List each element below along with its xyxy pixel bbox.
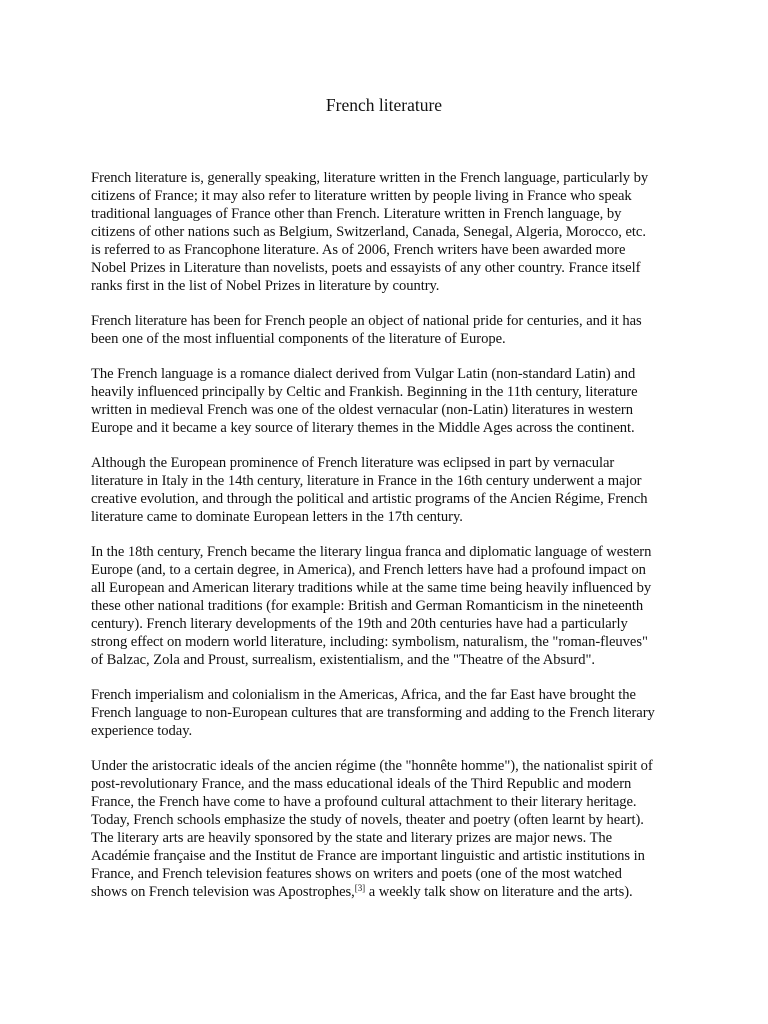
- text-line: been one of the most influential components of the literature of Europe.: [91, 331, 506, 347]
- text-line: In the 18th century, French became the literary lingua franca and diplomatic language of western: [91, 544, 652, 560]
- text-fragment: shows on French television was Apostrophes,: [91, 884, 355, 900]
- text-line: French literature has been for French people an object of national pride for centuries, and it has: [91, 313, 642, 329]
- text-line: citizens of France; it may also refer to literature written by people living in France who speak: [91, 188, 632, 204]
- text-line: of Balzac, Zola and Proust, surrealism, existentialism, and the "Theatre of the Absurd".: [91, 652, 595, 668]
- paragraph-5: [91, 543, 683, 669]
- paragraph-4: [91, 454, 683, 526]
- text-line: France, the French have come to have a profound cultural attachment to their literary heritage.: [91, 794, 637, 810]
- text-line: century). French literary developments of the 19th and 20th centuries have had a particularly: [91, 616, 628, 632]
- text-line: strong effect on modern world literature, including: symbolism, naturalism, the "roman-fleuves": [91, 634, 648, 650]
- text-line: heavily influenced principally by Celtic and Frankish. Beginning in the 11th century, literature: [91, 384, 638, 400]
- text-line: ranks first in the list of Nobel Prizes in literature by country.: [91, 278, 440, 294]
- text-line: these other national traditions (for example: British and German Romanticism in the nineteenth: [91, 598, 644, 614]
- text-line: Académie française and the Institut de France are important linguistic and artistic institutions in: [91, 848, 645, 864]
- footnote-reference-link[interactable]: [3]: [354, 883, 366, 893]
- paragraph-1: [91, 169, 683, 295]
- text-line: creative evolution, and through the political and artistic programs of the Ancien Régime, French: [91, 491, 648, 507]
- text-line: citizens of other nations such as Belgium, Switzerland, Canada, Senegal, Algeria, Morocco, etc.: [91, 224, 646, 240]
- text-line: The literary arts are heavily sponsored by the state and literary prizes are major news. The: [91, 830, 613, 846]
- text-line: Under the aristocratic ideals of the ancien régime (the "honnête homme"), the nationalist spirit of: [91, 758, 653, 774]
- paragraph-3: [91, 365, 683, 437]
- paragraph-7: [91, 757, 683, 901]
- article-body: [91, 169, 683, 918]
- text-line: The French language is a romance dialect derived from Vulgar Latin (non-standard Latin) and: [91, 366, 636, 382]
- paragraph-2: [91, 312, 683, 348]
- paragraph-6: [91, 686, 683, 740]
- text-line-last: [91, 883, 683, 901]
- text-line: experience today.: [91, 723, 193, 739]
- text-line: written in medieval French was one of the oldest vernacular (non-Latin) literatures in western: [91, 402, 633, 418]
- page-title: French literature: [325, 95, 443, 115]
- text-line: is referred to as Francophone literature. As of 2006, French writers have been awarded more: [91, 242, 626, 258]
- text-line: literature came to dominate European letters in the 17th century.: [91, 509, 463, 525]
- text-line: French imperialism and colonialism in the Americas, Africa, and the far East have brought the: [91, 687, 636, 703]
- text-line: French literature is, generally speaking, literature written in the French language, particularly by: [91, 170, 649, 186]
- text-line: Europe and it became a key source of literary themes in the Middle Ages across the continent.: [91, 420, 635, 436]
- text-line: French language to non-European cultures that are transforming and adding to the French literary: [91, 705, 655, 721]
- text-line: all European and American literary traditions while at the same time being heavily influenced by: [91, 580, 652, 596]
- text-line: Europe (and, to a certain degree, in America), and French letters have had a profound impact on: [91, 562, 646, 578]
- text-fragment: a weekly talk show on literature and the arts).: [365, 884, 633, 900]
- text-line: France, and French television features shows on writers and poets (one of the most watched: [91, 866, 622, 882]
- text-line: Today, French schools emphasize the study of novels, theater and poetry (often learnt by heart).: [91, 812, 644, 828]
- text-line: Although the European prominence of French literature was eclipsed in part by vernacular: [91, 455, 615, 471]
- text-line: Nobel Prizes in Literature than novelists, poets and essayists of any other country. France itself: [91, 260, 641, 276]
- text-line: post-revolutionary France, and the mass educational ideals of the Third Republic and modern: [91, 776, 632, 792]
- text-line: literature in Italy in the 14th century, literature in France in the 16th century underwent a major: [91, 473, 642, 489]
- text-line: traditional languages of France other than French. Literature written in French language, by: [91, 206, 622, 222]
